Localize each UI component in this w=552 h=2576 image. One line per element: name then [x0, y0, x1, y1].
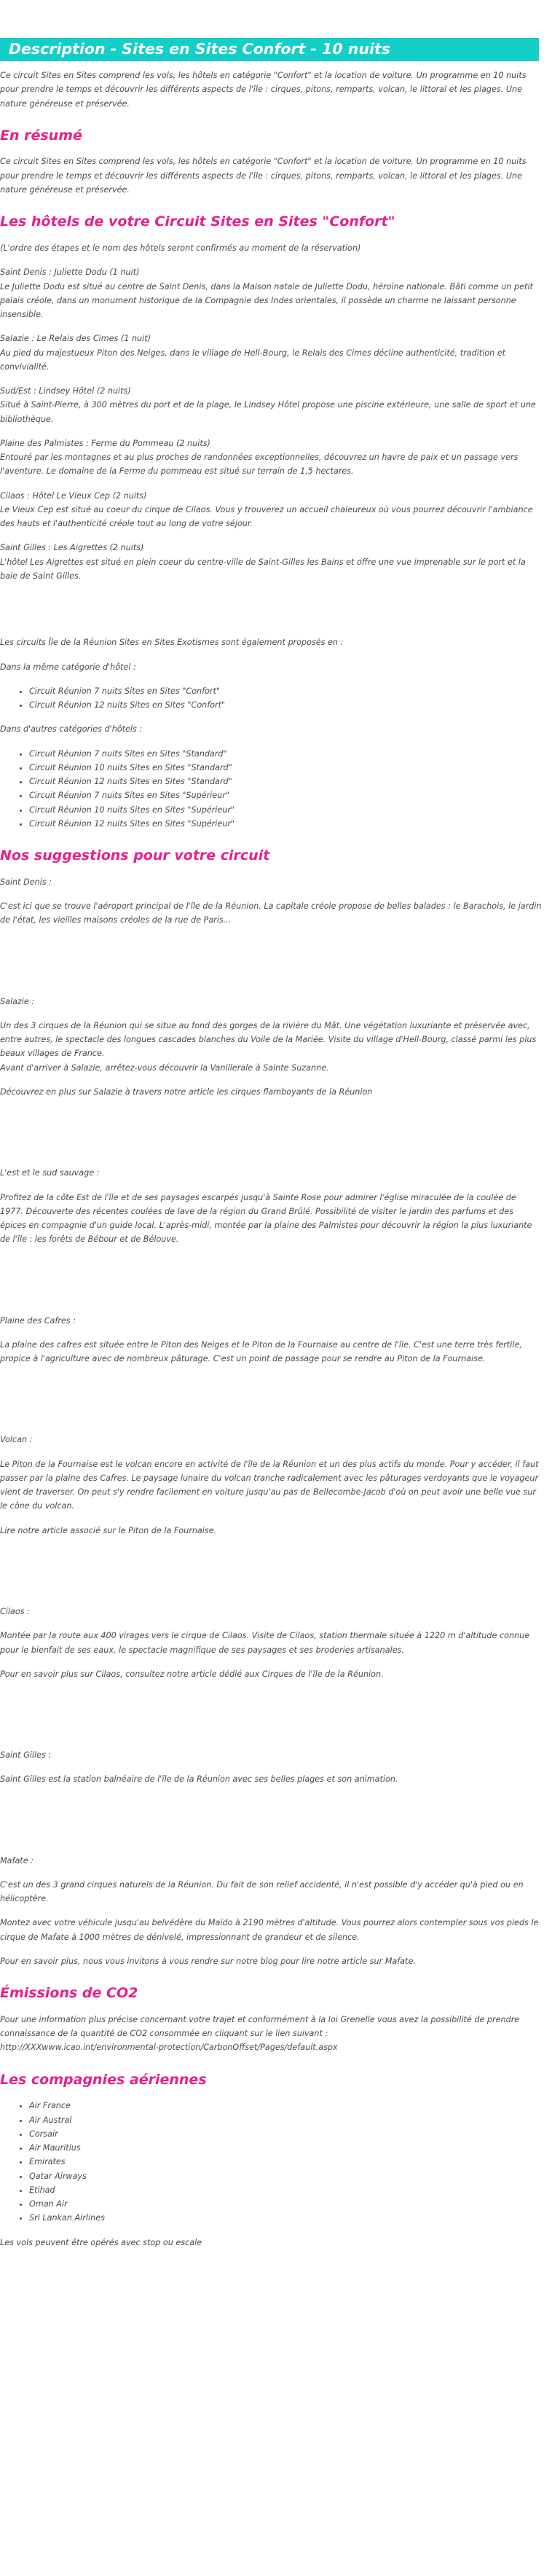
other-category-label: Dans d'autres catégories d'hôtels :	[0, 724, 143, 735]
suggestion-text: Profitez de la côte Est de l'île et de ses paysages escarpés jusqu'à Sainte Rose pour admirer l'église miraculée de la coulée de 1977. Découverte des récentes coulées de lave de la région du Grand Brûlé. Possibilité de visiter le jardin des parfums et des épices en compagnie d'un guide local. L'après-midi, montée par la plaine des Palmistes pour découvrir la région la plus luxuriante de l'île : les forêts de Bébour et de Bélouve.	[0, 1192, 532, 1245]
suggestion-text: La plaine des cafres est située entre le Piton des Neiges et le Piton de la Fournaise au centre de l'île. C'est une terre très fertile, propice à l'agriculture avec de nombreux pâturage. C'est un point de passage pour se rendre au Piton de la Fournaise.	[0, 1339, 522, 1364]
hotels-note: (L'ordre des étapes et le nom des hôtels seront confirmés au moment de la réservation)	[0, 243, 361, 253]
page	[0, 38, 552, 2250]
suggestion-link[interactable]: Découvrez en plus sur Salazie à travers notre article les cirques flamboyants de la Réunion	[0, 1087, 373, 1097]
suggestion-text: C'est ici que se trouve l'aéroport principal de l'île de la Réunion. La capitale créole propose de belles balades : le Barachois, le jardin de l'état, les vieilles maisons créoles de la rue de Paris...	[0, 901, 542, 925]
spacer	[0, 1109, 542, 1166]
circuit-link[interactable]: • Circuit Réunion 10 nuits Sites en Sites "Supérieur"	[29, 803, 542, 817]
co2-link[interactable]: http://XXXwww.icao.int/environmental-protection/CarbonOffset/Pages/default.aspx	[0, 2043, 338, 2053]
other-category-list	[0, 747, 542, 831]
suggestion-text: Un des 3 cirques de la Réunion qui se situe au fond des gorges de la rivière du Mât. Une végétation luxuriante et préservée avec, entre autres, le spectacle des longues cascades blanches du Voile de la Mariée. Visite du village d'Hell-Bourg, classé parmi les plus beaux villages de France.	[0, 1020, 537, 1059]
suggestion-title: Salazie :	[0, 996, 35, 1006]
hotel-text: Le Juliette Dodu est situé au centre de Saint Denis, dans la Maison natale de Juliette Dodu, héroïne nationale. Bâti comme un petit palais créole, dans un monument historique de la Compagnie des Indes orientales, il possède un charme ne laissant personne insensible.	[0, 281, 533, 320]
suggestion-title: Cilaos :	[0, 1607, 30, 1616]
suggestion-salazie	[0, 995, 542, 1100]
airlines-list	[0, 2099, 542, 2225]
hotel-head: Sud/Est : Lindsey Hôtel (2 nuits)	[0, 386, 131, 396]
airline-item: • Air Mauritius	[29, 2141, 542, 2155]
spacer	[0, 593, 542, 635]
circuit-link[interactable]: • Circuit Réunion 12 nuits Sites en Sites "Confort"	[29, 698, 542, 712]
circuit-link[interactable]: • Circuit Réunion 12 nuits Sites en Sites "Standard"	[29, 775, 542, 788]
hotel-sud-est	[0, 384, 542, 426]
hotel-text: Au pied du majestueux Piton des Neiges, dans le village de Hell-Bourg, le Relais des Cimes décline authenticité, tradition et convivialité.	[0, 348, 506, 372]
same-category-label: Dans la même catégorie d'hôtel :	[0, 662, 136, 672]
circuits-intro: Les circuits Île de la Réunion Sites en Sites Exotismes sont également proposés en :	[0, 638, 344, 648]
spacer	[0, 938, 542, 995]
hotel-text: L'hôtel Les Aigrettes est situé en plein coeur du centre-ville de Saint-Gilles les Bains et offre une vue imprenable sur le port et la baie de Saint Gilles.	[0, 557, 526, 582]
suggestion-text: Montez avec votre véhicule jusqu'au belvédère du Maïdo à 2190 mètres d'altitude. Vous pourrez alors contempler sous vos pieds le cirque de Mafate à 1000 mètres de dénivelé, impressionnant de grandeur et de silence.	[0, 1918, 539, 1942]
airline-item: • Corsair	[29, 2127, 542, 2141]
hotel-head: Salazie : Le Relais des Cimes (1 nuit)	[0, 334, 151, 344]
hotel-plaine-des-palmistes	[0, 436, 542, 479]
suggestion-plaine-des-cafres	[0, 1314, 542, 1366]
suggestion-text: Avant d'arriver à Salazie, arrêtez-vous découvrir la Vanillerale à Sainte Suzanne.	[0, 1062, 329, 1073]
co2-text	[0, 2013, 542, 2055]
circuit-link[interactable]: • Circuit Réunion 12 nuits Sites en Sites "Supérieur"	[29, 817, 542, 831]
spacer	[0, 1548, 542, 1605]
suggestion-cilaos	[0, 1605, 542, 1681]
suggestion-link[interactable]: Pour en savoir plus sur Cilaos, consultez notre article dédié aux Cirques de l'île de la Réunion.	[0, 1669, 384, 1679]
airline-item: • Qatar Airways	[29, 2169, 542, 2183]
suggestion-text: C'est un des 3 grand cirques naturels de la Réunion. Du fait de son relief accidenté, il n'est possible d'y accéder qu'à pied ou en hélicoptère.	[0, 1879, 524, 1904]
suggestion-sud-sauvage	[0, 1166, 542, 1246]
suggestion-text: Le Piton de la Fournaise est le volcan encore en activité de l'île de la Réunion et un des plus actifs du monde. Pour y accéder, il faut passer par la plaine des Cafres. Le paysage lunaire du volcan tranche radicalement avec les pâturages verdoyants que le voyageur vient de traverser. On peut s'y rendre facilement en voiture jusqu'au pas de Bellecombe-Jacob d'où on peut avoir une belle vue sur le cône du volcan.	[0, 1459, 539, 1511]
circuit-link[interactable]: • Circuit Réunion 7 nuits Sites en Sites "Standard"	[29, 747, 542, 761]
main-content	[0, 68, 552, 2250]
suggestion-title: Mafate :	[0, 1855, 33, 1866]
hotel-salazie	[0, 332, 542, 374]
suggestion-title: Saint Gilles :	[0, 1750, 52, 1761]
hotel-head: Saint Denis : Juliette Dodu (1 nuit)	[0, 267, 140, 278]
airline-item: • Oman Air	[29, 2197, 542, 2211]
co2-description: Pour une information plus précise concernant votre trajet et conformément à la loi Grenelle vous avez la possibilité de prendre connaissance de la quantité de CO2 consommée en cliquant sur le lien suivant :	[0, 2014, 520, 2039]
hotel-head: Plaine des Palmistes : Ferme du Pommeau (2 nuits)	[0, 438, 210, 448]
circuit-link[interactable]: • Circuit Réunion 7 nuits Sites en Sites "Confort"	[29, 684, 542, 698]
airline-item: • Air France	[29, 2099, 542, 2113]
hotel-head: Saint Gilles : Les Aigrettes (2 nuits)	[0, 543, 144, 553]
same-category-list	[0, 684, 542, 713]
airlines-note: Les vols peuvent être opérés avec stop ou escale	[0, 2237, 202, 2247]
airline-item: • Etihad	[29, 2183, 542, 2197]
hotel-text: Entouré par les montagnes et au plus proches de randonnées exceptionnelles, découvrez un havre de paix et un passage vers l'aventure. Le domaine de la Ferme du pommeau est situé sur terrain de 1,5 hectares.	[0, 453, 519, 477]
suggestion-title: Saint Denis :	[0, 877, 52, 887]
airline-item: • Emirates	[29, 2155, 542, 2169]
airline-item: • Air Austral	[29, 2113, 542, 2127]
resume-text: Ce circuit Sites en Sites comprend les vols, les hôtels en catégorie "Confort" et la location de voiture. Un programme en 10 nuits pour prendre le temps et découvrir les différents aspects de l'île : cirques, pitons, remparts, volcan, le littoral et les plages. Une nature généreuse et préservée.	[0, 157, 527, 195]
resume-heading: En résumé	[0, 127, 82, 144]
suggestion-title: Volcan :	[0, 1435, 33, 1445]
suggestion-volcan	[0, 1433, 542, 1538]
hotel-head: Cilaos : Hôtel Le Vieux Cep (2 nuits)	[0, 490, 147, 501]
suggestion-text: Saint Gilles est la station balnéaire de l'île de la Réunion avec ses belles plages et son animation.	[0, 1774, 398, 1785]
airline-item: • Sri Lankan Airlines	[29, 2211, 542, 2225]
suggestion-link[interactable]: Lire notre article associé sur le Piton de la Fournaise.	[0, 1525, 217, 1535]
suggestion-text: Montée par la route aux 400 virages vers le cirque de Cilaos. Visite de Cilaos, station thermale située à 1220 m d'altitude connue pour le bienfait de ses eaux, le spectacle magnifique de ses paysages et ses broderies artisanales.	[0, 1631, 530, 1655]
suggestions-heading: Nos suggestions pour votre circuit	[0, 847, 270, 864]
suggestion-saint-gilles	[0, 1748, 542, 1787]
hotel-text: Le Vieux Cep est situé au coeur du cirque de Cilaos. Vous y trouverez un accueil chaleureux où vous pourrez découvrir l'ambiance des hauts et l'authenticité créole tout au long de votre séjour.	[0, 504, 533, 529]
intro-text: Ce circuit Sites en Sites comprend les vols, les hôtels en catégorie "Confort" et la location de voiture. Un programme en 10 nuits pour prendre le temps et découvrir les différents aspects de l'île : cirques, pitons, remparts, volcan, le littoral et les plages. Une nature généreuse et préservée.	[0, 71, 527, 109]
hotel-saint-gilles	[0, 541, 542, 583]
co2-heading: Émissions de CO2	[0, 1985, 138, 2002]
suggestion-title: L'est et le sud sauvage :	[0, 1168, 100, 1178]
spacer	[0, 1376, 542, 1433]
spacer	[0, 1797, 542, 1854]
airlines-heading: Les compagnies aériennes	[0, 2071, 207, 2088]
suggestion-mafate	[0, 1854, 542, 1969]
hotels-heading: Les hôtels de votre Circuit Sites en Sites "Confort"	[0, 214, 395, 230]
hotel-saint-denis	[0, 265, 542, 321]
circuit-link[interactable]: • Circuit Réunion 7 nuits Sites en Sites "Supérieur"	[29, 788, 542, 802]
spacer	[0, 1257, 542, 1314]
description-banner: Description - Sites en Sites Confort - 10 nuits	[0, 38, 539, 61]
spacer	[0, 1691, 542, 1748]
suggestion-title: Plaine des Cafres :	[0, 1315, 76, 1326]
hotel-text: Situé à Saint-Pierre, à 300 mètres du port et de la plage, le Lindsey Hôtel propose une piscine extérieure, une salle de sport et une bibliothèque.	[0, 400, 536, 424]
suggestion-link[interactable]: Pour en savoir plus, nous vous invitons à vous rendre sur notre blog pour lire notre article sur Mafate.	[0, 1956, 416, 1966]
circuit-link[interactable]: • Circuit Réunion 10 nuits Sites en Sites "Standard"	[29, 761, 542, 775]
suggestion-saint-denis	[0, 875, 542, 928]
hotel-cilaos	[0, 489, 542, 531]
